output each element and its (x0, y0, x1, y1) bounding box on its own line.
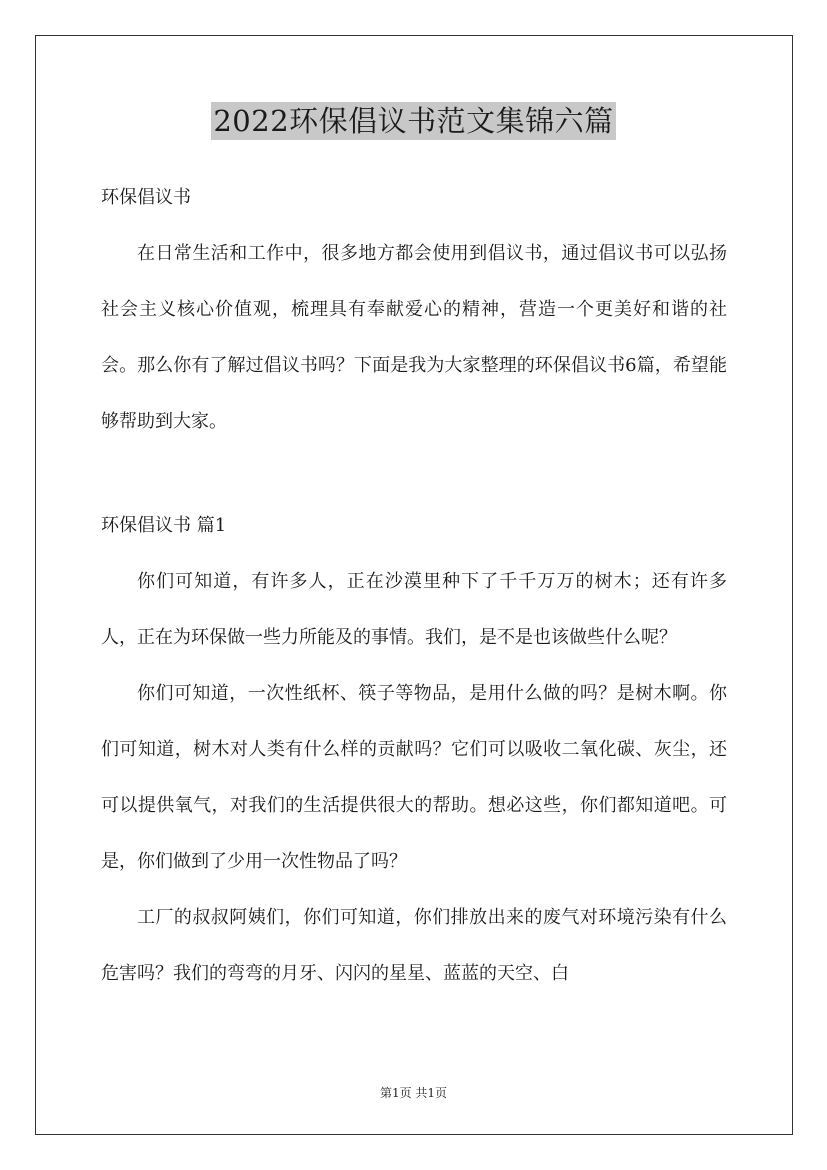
intro-paragraph: 在日常生活和工作中，很多地方都会使用到倡议书，通过倡议书可以弘扬社会主义核心价值观，梳理具有奉献爱心的精神，营造一个更美好和谐的社会。那么你有了解过倡议书吗？下面是我为大家整理的环保倡议书6篇，希望能够帮助到大家。 (101, 243, 727, 432)
body-paragraph-2: 你们可知道，一次性纸杯、筷子等物品，是用什么做的吗？是树木啊。你们可知道，树木对人类有什么样的贡献吗？它们可以吸收二氧化碳、灰尘，还可以提供氧气，对我们的生活提供很大的帮助。想必这些，你们都知道吧。可是，你们做到了少用一次性物品了吗？ (101, 683, 727, 872)
page-footer (0, 1084, 827, 1101)
section-heading: 环保倡议书 篇1 (101, 515, 227, 536)
intro-heading: 环保倡议书 (101, 187, 191, 208)
page-number: 第1页 共1页 (379, 1086, 448, 1100)
document-body (101, 170, 727, 1002)
body-paragraph-3: 工厂的叔叔阿姨们，你们可知道，你们排放出来的废气对环境污染有什么危害吗？我们的弯弯的月牙、闪闪的星星、蓝蓝的天空、白 (101, 907, 727, 984)
title-container (0, 102, 827, 140)
section-spacer (101, 450, 727, 498)
body-paragraph-1: 你们可知道，有许多人，正在沙漠里种下了千千万万的树木；还有许多人，正在为环保做一些力所能及的事情。我们，是不是也该做些什么呢？ (101, 571, 727, 648)
document-title: 2022环保倡议书范文集锦六篇 (213, 104, 614, 138)
